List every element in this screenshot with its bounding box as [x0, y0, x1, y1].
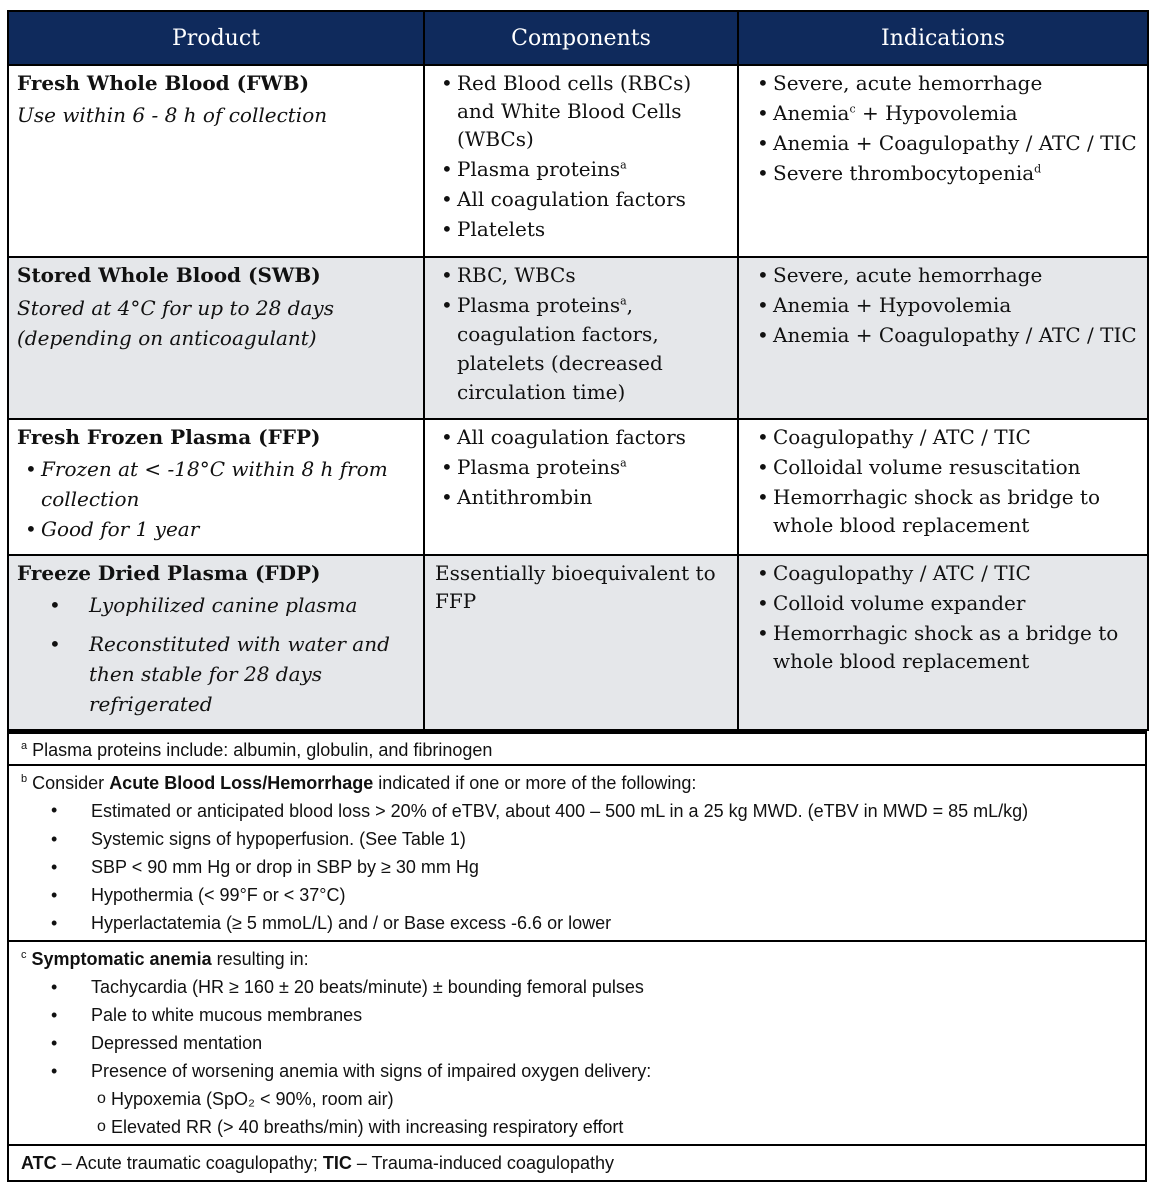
list-item: o Elevated RR (> 40 breaths/min) with increasing respiratory effort [21, 1113, 1133, 1141]
footnote-marker: a [620, 456, 627, 470]
list-item: • Anemia + Hypovolemia [755, 291, 1139, 319]
components-list [439, 69, 729, 243]
list-item: • Hypothermia (< 99°F or < 37°C) [21, 881, 1133, 909]
product-name: Stored Whole Blood (SWB) [17, 263, 321, 287]
header-product: Product [8, 11, 424, 65]
footnote-a [9, 734, 1145, 766]
list-item: • Anemia + Coagulopathy / ATC / TIC [755, 129, 1139, 157]
list-item: • Frozen at < -18°C within 8 h from collection [23, 454, 415, 514]
list-item: • All coagulation factors [439, 185, 729, 213]
list-item: • Reconstituted with water and then stable for 28 days refrigerated [17, 629, 415, 719]
list-item: • Systemic signs of hypoperfusion. (See Table 1) [21, 825, 1133, 853]
product-note: Stored at 4°C for up to 28 days (depending on anticoagulant) [17, 296, 334, 350]
indications-cell [738, 555, 1148, 730]
indications-cell [738, 65, 1148, 257]
indications-list [755, 423, 1139, 539]
table-header-row [8, 11, 1148, 65]
list-item: • Anemia + Coagulopathy / ATC / TIC [755, 321, 1139, 349]
list-item: • Pale to white mucous membranes [21, 1001, 1133, 1029]
list-item: • Antithrombin [439, 483, 729, 511]
footnote-marker: b [21, 773, 28, 785]
footnote-b [9, 766, 1145, 942]
list-item: • Colloidal volume resuscitation [755, 453, 1139, 481]
list-item: • Hemorrhagic shock as bridge to whole blood replacement [755, 483, 1139, 539]
list-item: • Plasma proteins$^a$, coagulation factors, platelets (decreased circulation time) [439, 291, 729, 407]
footnote-marker: c [849, 102, 856, 116]
list-item: • Colloid volume expander [755, 589, 1139, 617]
blood-products-table-container [7, 10, 1147, 1182]
list-item: • Severe, acute hemorrhage [755, 261, 1139, 289]
components-text: Essentially bioequivalent to FFP [435, 561, 716, 613]
indications-list [755, 559, 1139, 675]
list-item: • Platelets [439, 215, 729, 243]
footnote-marker: a [620, 158, 627, 172]
footnote-marker: a [620, 294, 627, 308]
product-notes-list [17, 591, 415, 719]
components-cell [424, 555, 738, 730]
components-cell [424, 419, 738, 555]
footnotes [7, 731, 1147, 1182]
list-item: • Plasma proteins$^a$ [439, 453, 729, 481]
list-item: • Lyophilized canine plasma [17, 591, 415, 619]
footnote-marker: c [21, 949, 27, 961]
list-item: • Hyperlactatemia (≥ 5 mmoL/L) and / or Base excess -6.6 or lower [21, 909, 1133, 937]
list-item: • Hemorrhagic shock as a bridge to whole blood replacement [755, 619, 1139, 675]
product-note: Use within 6 - 8 h of collection [17, 103, 328, 127]
footnote-list [21, 973, 1133, 1085]
list-item: • All coagulation factors [439, 423, 729, 451]
header-indications: Indications [738, 11, 1148, 65]
product-cell [8, 65, 424, 257]
footnote-marker: d [1034, 162, 1042, 176]
product-name: Freeze Dried Plasma (FDP) [17, 561, 321, 585]
header-components: Components [424, 11, 738, 65]
product-cell [8, 257, 424, 419]
list-item: • Plasma proteins$^a$ [439, 155, 729, 183]
list-item: • Severe, acute hemorrhage [755, 69, 1139, 97]
table-row [8, 257, 1148, 419]
list-item: • Presence of worsening anemia with signs of impaired oxygen delivery: [21, 1057, 1133, 1085]
abbreviations: ATC – Acute traumatic coagulopathy; TIC – Trauma-induced coagulopathy [21, 1153, 615, 1173]
table-row [8, 419, 1148, 555]
footnote-sublist [21, 1085, 1133, 1141]
footnote-marker: a [21, 740, 28, 752]
list-item: • Tachycardia (HR ≥ 160 ± 20 beats/minute) ± bounding femoral pulses [21, 973, 1133, 1001]
list-item: • Depressed mentation [21, 1029, 1133, 1057]
list-item: • RBC, WBCs [439, 261, 729, 289]
components-cell [424, 65, 738, 257]
indications-cell [738, 419, 1148, 555]
footnote-heading: $^c$ Symptomatic anemia resulting in: [21, 949, 309, 969]
product-cell [8, 555, 424, 730]
list-item: • Anemia$^c$ + Hypovolemia [755, 99, 1139, 127]
list-item: o Hypoxemia (SpO₂ < 90%, room air) [21, 1085, 1133, 1113]
table-row [8, 65, 1148, 257]
product-name: Fresh Frozen Plasma (FFP) [17, 425, 321, 449]
footnote-heading: $^b$ Consider Acute Blood Loss/Hemorrhage indicated if one or more of the following: [21, 773, 697, 793]
list-item: • Red Blood cells (RBCs) and White Blood Cells (WBCs) [439, 69, 729, 153]
indications-list [755, 261, 1139, 349]
blood-products-table [7, 10, 1149, 731]
table-row [8, 555, 1148, 730]
list-item: • Estimated or anticipated blood loss > 20% of eTBV, about 400 – 500 mL in a 25 kg MWD. (eTBV in MWD = 85 mL/kg) [21, 797, 1133, 825]
footnote-c [9, 942, 1145, 1146]
components-cell [424, 257, 738, 419]
product-notes-list [23, 454, 415, 544]
list-item: • Severe thrombocytopenia$^d$ [755, 159, 1139, 187]
footnote-text: Plasma proteins include: albumin, globulin, and fibrinogen [32, 740, 493, 760]
components-list [439, 261, 729, 407]
indications-cell [738, 257, 1148, 419]
components-list [439, 423, 729, 511]
footnote-list [21, 797, 1133, 937]
list-item: • Good for 1 year [23, 514, 415, 544]
product-cell [8, 419, 424, 555]
list-item: • Coagulopathy / ATC / TIC [755, 559, 1139, 587]
list-item: • SBP < 90 mm Hg or drop in SBP by ≥ 30 mm Hg [21, 853, 1133, 881]
indications-list [755, 69, 1139, 187]
product-name: Fresh Whole Blood (FWB) [17, 71, 310, 95]
list-item: • Coagulopathy / ATC / TIC [755, 423, 1139, 451]
